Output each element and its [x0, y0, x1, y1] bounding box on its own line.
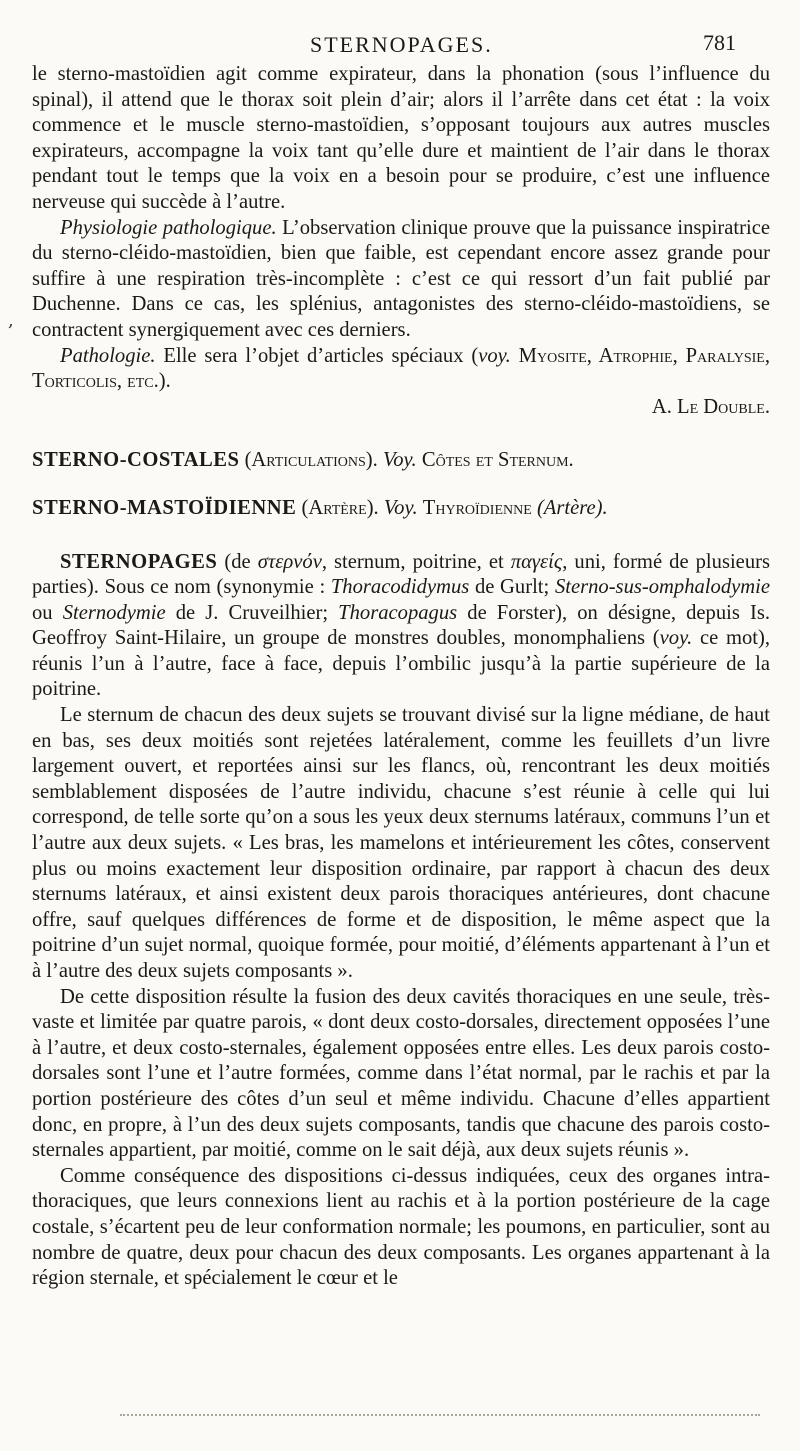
synonym: Thoracodidymus — [330, 576, 470, 599]
synonym: Thoracopagus — [338, 601, 458, 624]
section-lead: Physiologie pathologique. — [60, 216, 277, 239]
text-run: (de — [217, 550, 258, 573]
text-run: ce mot), réunis l’un à l’autre, face à face, depuis l’ombilic jusqu’à la partie supérieure de la poitrine. — [32, 627, 771, 701]
text-run: , sternum, poitrine, et — [321, 550, 511, 573]
paragraph-pathologie — [32, 344, 770, 395]
paragraph-consequence: Comme conséquence des dispositions ci-dessus indiquées, ceux des organes intra-thoraciques, que leurs connexions lient au rachis et à la portion postérieure de la cage costale, s’écartent peu de leur conformation normale; les poumons, en particulier, sont au nombre de quatre, deux pour chacun des deux composants. Les organes appartenant à la région sternale, et spécialement le cœur et le — [32, 1164, 770, 1290]
paragraph-fusion: De cette disposition résulte la fusion des deux cavités thoraciques en une seule, très-vaste et limitée par quatre parois, « dont deux costo-dorsales, directement opposées l’une à l’autre, et deux costo-sternales, également opposées entre elles. Les deux parois costo-dorsales sont l’une et l’autre formées, comme dans l’état normal, par le rachis et par la portion postérieure des côtes d’un seul et même individu. Chacune d’elles appartient donc, en propre, à l’un des deux sujets composants, tandis que chacune des parois costo-sternales appartient, par moitié, comme on le sait déjà, aux deux sujets réunis ». — [32, 985, 770, 1162]
entry-sterno-costales — [32, 448, 770, 474]
paragraph-text: Elle sera l’objet d’articles spéciaux ( — [155, 344, 479, 367]
greek-word: παγείς — [510, 550, 563, 573]
voy-abbrev: voy. — [478, 344, 511, 367]
entry-headword: STERNOPAGES — [60, 550, 218, 573]
paragraph-continuation: le sterno-mastoïdien agit comme expirateur, dans la phonation (sous l’influence du spinal), il attend que le thorax soit plein d’air; alors il l’arrête dans cet état : la voix commence et le muscle sterno-mastoïdien, s’opposant toujours aux autres muscles expirateurs, accompagne la voix tant qu’elle dure et maintient de l’air dans le thorax pendant tout le temps que la voix en a besoin pour se produire, c’est une influence nerveuse qui succède à l’autre. — [32, 63, 770, 213]
entry-headword: STERNO-COSTALES — [32, 449, 240, 472]
text-run: de Gurlt; — [469, 576, 555, 599]
synonym: Sterno-sus-omphalodymie — [554, 576, 770, 599]
footer-rule — [120, 1414, 760, 1416]
entry-headword: STERNO-MASTOÏDIENNE — [32, 496, 297, 519]
text-run: de Forster), on désigne, depuis Is. Geoffroy Saint-Hilaire, un groupe de monstres doubles, monomphaliens ( — [32, 601, 770, 650]
voy-abbrev: Voy. — [382, 449, 417, 472]
running-header — [0, 30, 800, 60]
section-lead: Pathologie. — [60, 344, 156, 367]
entry-qualifier: (Artère). — [301, 496, 379, 519]
paragraph-physiologie-pathologique — [32, 216, 770, 344]
entry-sternopages — [32, 550, 770, 704]
cross-references: Myosite, Atrophie, Paralysie, Torticolis, etc.). — [32, 344, 771, 393]
page-number: 781 — [703, 30, 736, 55]
author-signature: A. Le Double. — [651, 395, 770, 418]
greek-word: στερνόν — [257, 550, 322, 573]
entry-sterno-mastoidienne — [32, 496, 770, 522]
entry-reference-paren: (Artère). — [536, 496, 608, 519]
voy-abbrev: voy. — [659, 627, 693, 650]
text-run: de J. Cruveilhier; — [165, 601, 339, 624]
text-run: , uni, formé de plusieurs parties). Sous ce nom (synonymie : — [32, 550, 770, 599]
entry-reference: Côtes et Sternum. — [421, 449, 574, 472]
entry-reference: Thyroïdienne — [422, 496, 532, 519]
paragraph-sternum: Le sternum de chacun des deux sujets se trouvant divisé sur la ligne médiane, de haut en bas, ses deux moitiés sont rejetées latéralement, comme les feuillets d’un livre largement ouvert, et reportées ainsi sur les flancs, où, rencontrant les deux moitiés semblablement disposées de l’autre individu, chacune s’est réunie à celle qui lui correspond, de telle sorte qu’on a sous les yeux deux sternums latéraux, communs l’un et l’autre aux deux sujets. « Les bras, les mamelons et intérieurement les côtes, conservent plus ou moins exactement leur disposition ordinaire, par rapport à chacun des deux sternums latéraux, et ainsi existent deux parois thoraciques antérieures, dont chacune offre, sauf quelques différences de forme et de disposition, le même aspect que la poitrine d’un sujet normal, quoique formée, pour moitié, d’éléments appartenant à l’un et à l’autre des deux sujets composants ». — [32, 704, 770, 982]
text-run: ou — [32, 601, 63, 624]
margin-mark: , — [8, 310, 14, 331]
voy-abbrev: Voy. — [383, 496, 418, 519]
entry-qualifier: (Articulations). — [244, 449, 378, 472]
running-title: STERNOPAGES. — [310, 32, 493, 57]
synonym: Sternodymie — [62, 601, 166, 624]
paragraph-text: L’observation clinique prouve que la puissance inspiratrice du sterno-cléido-mastoïdien, bien que faible, est cependant encore assez grande pour suffire à une respiration très-incomplète : c’est ce qui ressort d’un fait publié par Duchenne. Dans ce cas, les splénius, antagonistes des sterno-cléido-mastoïdiens, se contractent synergiquement avec ces derniers. — [32, 216, 770, 341]
page-body — [32, 62, 770, 1292]
